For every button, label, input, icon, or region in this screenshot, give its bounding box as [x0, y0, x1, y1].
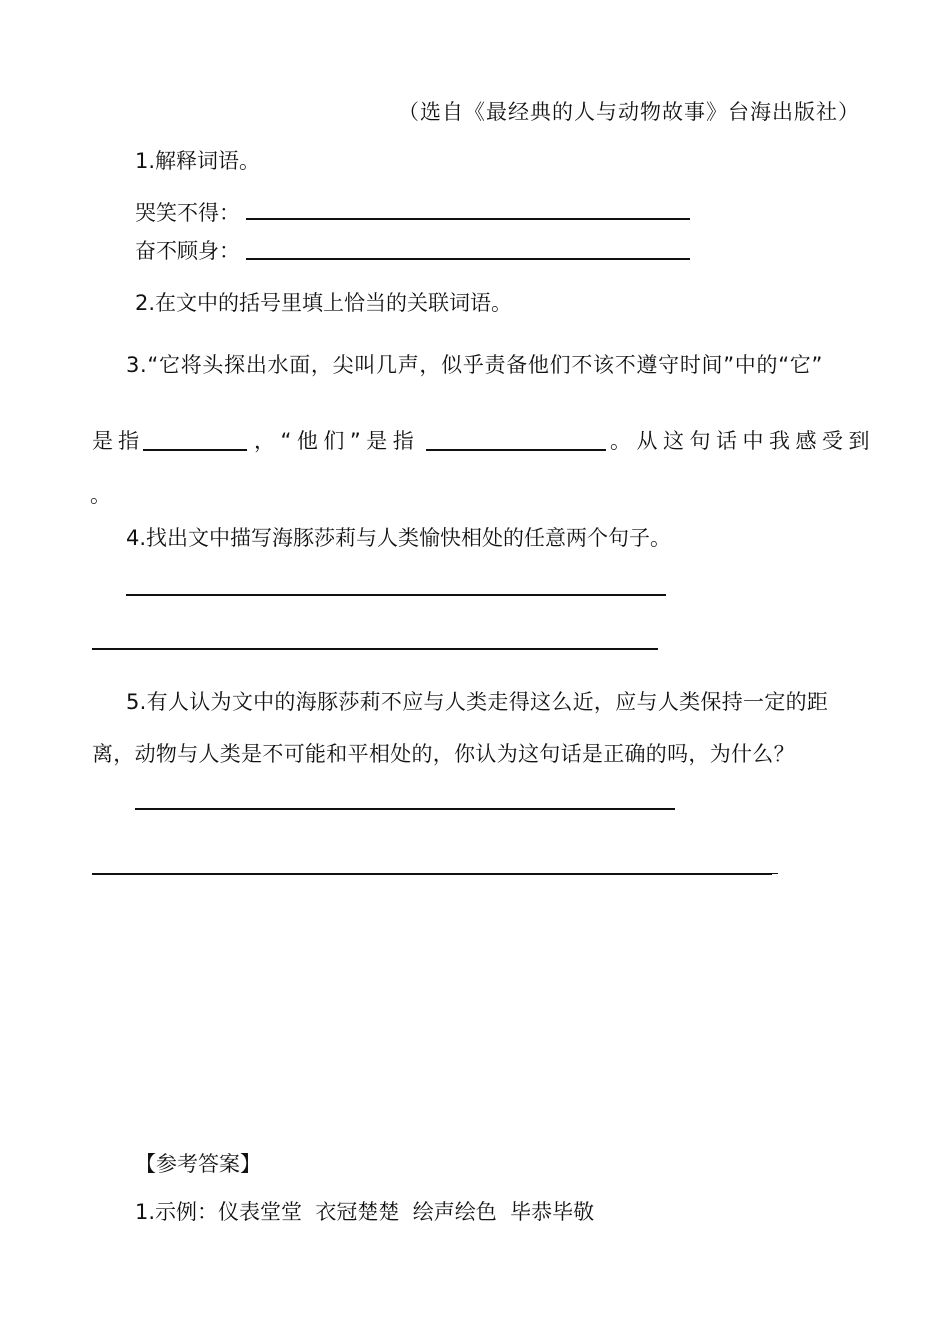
q3-line-3-period: 。	[90, 483, 111, 507]
q3-blank-they[interactable]	[426, 449, 606, 451]
q1-term-2-answer-line[interactable]	[246, 258, 690, 260]
q1-term-2-label: 奋不顾身：	[135, 239, 240, 263]
answer-1: 1.示例：仪表堂堂 衣冠楚楚 绘声绘色 毕恭毕敬	[135, 1200, 595, 1224]
q3-blank-it[interactable]	[143, 449, 247, 451]
q4-answer-line-2[interactable]	[92, 648, 658, 650]
source-citation: （选自《最经典的人与动物故事》台海出版社）	[398, 100, 860, 124]
q3-line-2-part-a: 是指	[92, 429, 144, 453]
q3-line-1: 3.“它将头探出水面，尖叫几声，似乎责备他们不该不遵守时间”中的“它”	[126, 353, 824, 377]
q5-line-2: 离，动物与人类是不可能和平相处的，你认为这句话是正确的吗，为什么？	[92, 742, 795, 766]
q1-term-1-answer-line[interactable]	[246, 218, 690, 220]
q1-title: 1.解释词语。	[135, 149, 261, 173]
q5-answer-line-1[interactable]	[135, 808, 675, 810]
q2-title: 2.在文中的括号里填上恰当的关联词语。	[135, 291, 513, 315]
q3-line-2-part-c: 。从这句话中我感受到	[610, 429, 875, 453]
q5-line-1: 5.有人认为文中的海豚莎莉不应与人类走得这么近，应与人类保持一定的距	[126, 690, 829, 714]
answers-heading: 【参考答案】	[135, 1152, 261, 1176]
q5-answer-line-tail	[772, 873, 778, 874]
q4-answer-line-1[interactable]	[126, 594, 666, 596]
q4-title: 4.找出文中描写海豚莎莉与人类愉快相处的任意两个句子。	[126, 526, 672, 550]
q3-line-2-part-b: ，“他们”是指	[254, 429, 420, 453]
q5-answer-line-2[interactable]	[92, 873, 772, 875]
q1-term-1-label: 哭笑不得：	[135, 201, 240, 225]
